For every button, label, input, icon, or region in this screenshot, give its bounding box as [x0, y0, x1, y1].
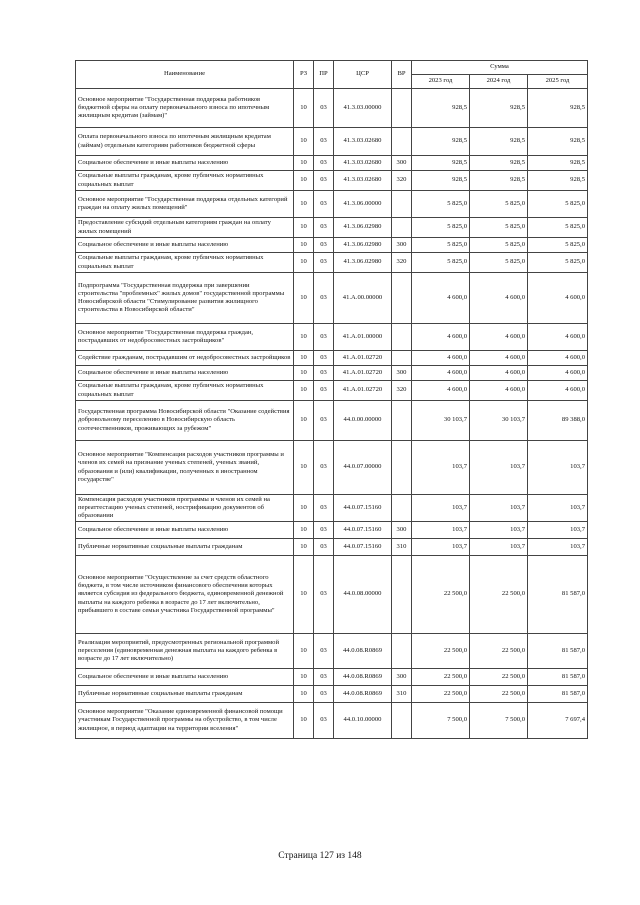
cell-pr: 03	[314, 401, 334, 441]
cell-rz: 10	[294, 495, 314, 522]
cell-rz: 10	[294, 218, 314, 238]
cell-y2023: 103,7	[412, 441, 470, 495]
cell-rz: 10	[294, 171, 314, 191]
cell-y2024: 4 600,0	[470, 273, 528, 324]
cell-pr: 03	[314, 89, 334, 128]
cell-name: Социальные выплаты гражданам, кроме публичных нормативных социальных выплат	[76, 381, 294, 401]
cell-name: Основное мероприятие "Осуществление за счет средств областного бюджета, в том числе источником финансового обеспечения которых является субсидия из федерального бюджета, единовременной денежной выплаты на каждого ребенка в возрасте до 17 лет включительно, прибывшего в составе семьи участника Государственной программы"	[76, 556, 294, 634]
cell-y2024: 928,5	[470, 171, 528, 191]
cell-y2024: 928,5	[470, 89, 528, 128]
cell-name: Компенсация расходов участников программы и членов их семей на переаттестацию ученых степеней, нострификацию документов об образовании	[76, 495, 294, 522]
cell-y2024: 5 825,0	[470, 191, 528, 218]
cell-vr: 310	[392, 539, 412, 556]
table-row	[76, 634, 588, 669]
cell-name: Социальные выплаты гражданам, кроме публичных нормативных социальных выплат	[76, 171, 294, 191]
cell-y2024: 103,7	[470, 495, 528, 522]
cell-y2024: 4 600,0	[470, 366, 528, 381]
cell-csr: 41.А.01.00000	[334, 324, 392, 351]
cell-csr: 44.0.07.15160	[334, 539, 392, 556]
cell-name: Основное мероприятие "Государственная поддержка отдельных категорий граждан на оплату жилых помещений"	[76, 191, 294, 218]
cell-y2024: 4 600,0	[470, 351, 528, 366]
cell-vr	[392, 703, 412, 739]
table-row	[76, 522, 588, 539]
cell-vr	[392, 441, 412, 495]
table-row	[76, 401, 588, 441]
col-header-name: Наименование	[76, 61, 294, 89]
cell-vr: 300	[392, 156, 412, 171]
cell-rz: 10	[294, 89, 314, 128]
cell-rz: 10	[294, 381, 314, 401]
col-header-pr: ПР	[314, 61, 334, 89]
cell-y2023: 103,7	[412, 495, 470, 522]
cell-name: Социальное обеспечение и иные выплаты населению	[76, 669, 294, 686]
col-header-csr: ЦСР	[334, 61, 392, 89]
cell-name: Социальное обеспечение и иные выплаты населению	[76, 238, 294, 253]
cell-y2025: 4 600,0	[528, 381, 588, 401]
cell-csr: 44.0.00.00000	[334, 401, 392, 441]
cell-y2025: 5 825,0	[528, 238, 588, 253]
cell-name: Содействие гражданам, пострадавшим от недобросовестных застройщиков	[76, 351, 294, 366]
cell-y2023: 4 600,0	[412, 381, 470, 401]
cell-vr: 310	[392, 686, 412, 703]
cell-y2024: 30 103,7	[470, 401, 528, 441]
cell-rz: 10	[294, 522, 314, 539]
cell-y2023: 928,5	[412, 171, 470, 191]
cell-y2025: 89 388,0	[528, 401, 588, 441]
cell-vr	[392, 401, 412, 441]
cell-y2024: 7 500,0	[470, 703, 528, 739]
cell-csr: 44.0.08.R0869	[334, 686, 392, 703]
table-row	[76, 495, 588, 522]
cell-y2025: 81 587,0	[528, 686, 588, 703]
cell-y2023: 5 825,0	[412, 253, 470, 273]
cell-y2023: 7 500,0	[412, 703, 470, 739]
cell-y2024: 5 825,0	[470, 253, 528, 273]
col-header-2025: 2025 год	[528, 75, 588, 89]
table-row	[76, 324, 588, 351]
cell-pr: 03	[314, 273, 334, 324]
cell-y2025: 81 587,0	[528, 556, 588, 634]
cell-rz: 10	[294, 556, 314, 634]
cell-y2025: 5 825,0	[528, 253, 588, 273]
cell-y2025: 928,5	[528, 89, 588, 128]
cell-y2023: 4 600,0	[412, 324, 470, 351]
cell-y2025: 928,5	[528, 128, 588, 156]
cell-pr: 03	[314, 171, 334, 191]
table-row	[76, 703, 588, 739]
cell-name: Предоставление субсидий отдельным категориям граждан на оплату жилых помещений	[76, 218, 294, 238]
cell-rz: 10	[294, 539, 314, 556]
cell-pr: 03	[314, 634, 334, 669]
cell-y2024: 22 500,0	[470, 634, 528, 669]
cell-csr: 41.3.03.02680	[334, 128, 392, 156]
cell-vr: 300	[392, 366, 412, 381]
cell-csr: 41.А.01.02720	[334, 366, 392, 381]
cell-vr: 320	[392, 381, 412, 401]
cell-y2023: 5 825,0	[412, 191, 470, 218]
page-footer: Страница 127 из 148	[278, 851, 362, 861]
cell-rz: 10	[294, 703, 314, 739]
cell-rz: 10	[294, 238, 314, 253]
cell-y2023: 22 500,0	[412, 556, 470, 634]
cell-rz: 10	[294, 273, 314, 324]
table-row	[76, 539, 588, 556]
cell-y2023: 103,7	[412, 522, 470, 539]
table-row	[76, 381, 588, 401]
cell-pr: 03	[314, 686, 334, 703]
cell-vr	[392, 556, 412, 634]
cell-pr: 03	[314, 522, 334, 539]
cell-rz: 10	[294, 366, 314, 381]
cell-y2025: 103,7	[528, 495, 588, 522]
cell-csr: 44.0.07.15160	[334, 522, 392, 539]
cell-name: Публичные нормативные социальные выплаты гражданам	[76, 686, 294, 703]
cell-y2025: 103,7	[528, 539, 588, 556]
cell-y2024: 22 500,0	[470, 556, 528, 634]
cell-y2025: 7 697,4	[528, 703, 588, 739]
cell-y2024: 103,7	[470, 441, 528, 495]
cell-name: Основное мероприятие "Государственная поддержка работников бюджетной сферы на оплату первоначального взноса по ипотечным жилищным кредитам (займам)"	[76, 89, 294, 128]
cell-y2023: 103,7	[412, 539, 470, 556]
cell-y2023: 22 500,0	[412, 669, 470, 686]
cell-pr: 03	[314, 156, 334, 171]
cell-csr: 41.3.03.02680	[334, 171, 392, 191]
cell-pr: 03	[314, 703, 334, 739]
cell-vr	[392, 128, 412, 156]
cell-pr: 03	[314, 381, 334, 401]
cell-y2025: 928,5	[528, 171, 588, 191]
cell-vr	[392, 218, 412, 238]
cell-pr: 03	[314, 324, 334, 351]
cell-pr: 03	[314, 253, 334, 273]
table-row	[76, 171, 588, 191]
cell-y2024: 5 825,0	[470, 238, 528, 253]
table-row	[76, 89, 588, 128]
table-body	[76, 89, 588, 739]
cell-csr: 41.3.06.00000	[334, 191, 392, 218]
cell-y2023: 928,5	[412, 89, 470, 128]
cell-y2023: 22 500,0	[412, 686, 470, 703]
cell-y2025: 103,7	[528, 522, 588, 539]
header-row-1	[76, 61, 588, 75]
cell-csr: 41.3.06.02980	[334, 253, 392, 273]
col-header-2023: 2023 год	[412, 75, 470, 89]
cell-name: Основное мероприятие "Оказание единовременной финансовой помощи участникам Государственной программы на обустройство, в том числе жилищное, в период адаптации на территории вселения"	[76, 703, 294, 739]
cell-name: Социальное обеспечение и иные выплаты населению	[76, 366, 294, 381]
cell-name: Социальные выплаты гражданам, кроме публичных нормативных социальных выплат	[76, 253, 294, 273]
table-row	[76, 238, 588, 253]
cell-csr: 44.0.10.00000	[334, 703, 392, 739]
cell-y2025: 928,5	[528, 156, 588, 171]
cell-y2023: 4 600,0	[412, 351, 470, 366]
cell-pr: 03	[314, 191, 334, 218]
cell-name: Оплата первоначального взноса по ипотечным жилищным кредитам (займам) отдельным категориям работников бюджетной сферы	[76, 128, 294, 156]
cell-rz: 10	[294, 253, 314, 273]
cell-name: Социальное обеспечение и иные выплаты населению	[76, 156, 294, 171]
cell-vr: 320	[392, 171, 412, 191]
table-row	[76, 218, 588, 238]
cell-y2024: 22 500,0	[470, 669, 528, 686]
cell-y2024: 4 600,0	[470, 381, 528, 401]
cell-y2023: 30 103,7	[412, 401, 470, 441]
cell-name: Реализация мероприятий, предусмотренных региональной программой переселения (единовременная денежная выплата на каждого ребенка в возрасте до 17 лет включительно)	[76, 634, 294, 669]
table-row	[76, 686, 588, 703]
cell-rz: 10	[294, 401, 314, 441]
cell-pr: 03	[314, 495, 334, 522]
cell-y2023: 928,5	[412, 128, 470, 156]
cell-vr: 300	[392, 669, 412, 686]
table-row	[76, 128, 588, 156]
col-header-vr: ВР	[392, 61, 412, 89]
cell-name: Социальное обеспечение и иные выплаты населению	[76, 522, 294, 539]
cell-vr: 320	[392, 253, 412, 273]
cell-rz: 10	[294, 686, 314, 703]
cell-y2023: 4 600,0	[412, 366, 470, 381]
cell-y2025: 4 600,0	[528, 324, 588, 351]
cell-rz: 10	[294, 156, 314, 171]
cell-vr: 300	[392, 238, 412, 253]
cell-y2025: 103,7	[528, 441, 588, 495]
cell-pr: 03	[314, 351, 334, 366]
cell-csr: 44.0.07.00000	[334, 441, 392, 495]
col-header-rz: РЗ	[294, 61, 314, 89]
col-header-2024: 2024 год	[470, 75, 528, 89]
cell-vr	[392, 495, 412, 522]
cell-vr	[392, 634, 412, 669]
cell-rz: 10	[294, 669, 314, 686]
cell-csr: 41.3.06.02980	[334, 238, 392, 253]
cell-name: Подпрограмма "Государственная поддержка при завершении строительства "проблемных" жилых домов" государственной программы Новосибирской области "Стимулирование развития жилищного строительства в Новосибирской области"	[76, 273, 294, 324]
cell-vr	[392, 351, 412, 366]
cell-name: Государственная программа Новосибирской области "Оказание содействия добровольному переселению в Новосибирскую область соотечественников, проживающих за рубежом"	[76, 401, 294, 441]
cell-csr: 41.3.03.02680	[334, 156, 392, 171]
table-row	[76, 273, 588, 324]
cell-y2025: 4 600,0	[528, 351, 588, 366]
cell-y2023: 4 600,0	[412, 273, 470, 324]
cell-y2024: 928,5	[470, 156, 528, 171]
cell-pr: 03	[314, 238, 334, 253]
cell-y2025: 5 825,0	[528, 191, 588, 218]
cell-y2024: 22 500,0	[470, 686, 528, 703]
cell-pr: 03	[314, 669, 334, 686]
cell-y2024: 4 600,0	[470, 324, 528, 351]
cell-y2025: 81 587,0	[528, 669, 588, 686]
cell-pr: 03	[314, 539, 334, 556]
table-row	[76, 556, 588, 634]
cell-name: Основное мероприятие "Компенсация расходов участников программы и членов их семей на признание ученых степеней, ученых званий, образования и (или) квалификации, полученных в иностранном государстве"	[76, 441, 294, 495]
cell-pr: 03	[314, 556, 334, 634]
table-row	[76, 366, 588, 381]
cell-name: Публичные нормативные социальные выплаты гражданам	[76, 539, 294, 556]
cell-pr: 03	[314, 441, 334, 495]
cell-rz: 10	[294, 441, 314, 495]
table-row	[76, 441, 588, 495]
cell-csr: 44.0.08.R0869	[334, 634, 392, 669]
cell-y2023: 5 825,0	[412, 238, 470, 253]
table-row	[76, 156, 588, 171]
cell-csr: 41.3.03.00000	[334, 89, 392, 128]
table-row	[76, 669, 588, 686]
cell-vr	[392, 273, 412, 324]
cell-csr: 44.0.07.15160	[334, 495, 392, 522]
cell-csr: 41.А.00.00000	[334, 273, 392, 324]
cell-csr: 44.0.08.R0869	[334, 669, 392, 686]
cell-rz: 10	[294, 128, 314, 156]
table-row	[76, 191, 588, 218]
cell-y2025: 5 825,0	[528, 218, 588, 238]
cell-name: Основное мероприятие "Государственная поддержка граждан, пострадавших от недобросовестных застройщиков"	[76, 324, 294, 351]
col-header-sum: Сумма	[412, 61, 588, 75]
cell-csr: 41.3.06.02980	[334, 218, 392, 238]
cell-y2025: 4 600,0	[528, 366, 588, 381]
cell-vr	[392, 89, 412, 128]
cell-y2025: 81 587,0	[528, 634, 588, 669]
cell-rz: 10	[294, 324, 314, 351]
cell-y2024: 928,5	[470, 128, 528, 156]
cell-vr	[392, 191, 412, 218]
cell-y2024: 5 825,0	[470, 218, 528, 238]
cell-rz: 10	[294, 634, 314, 669]
table-row	[76, 351, 588, 366]
cell-csr: 44.0.08.00000	[334, 556, 392, 634]
cell-y2023: 5 825,0	[412, 218, 470, 238]
cell-y2024: 103,7	[470, 522, 528, 539]
cell-y2023: 928,5	[412, 156, 470, 171]
cell-pr: 03	[314, 128, 334, 156]
table-row	[76, 253, 588, 273]
cell-pr: 03	[314, 218, 334, 238]
cell-csr: 41.А.01.02720	[334, 351, 392, 366]
cell-vr: 300	[392, 522, 412, 539]
cell-y2025: 4 600,0	[528, 273, 588, 324]
budget-table	[75, 60, 588, 739]
cell-pr: 03	[314, 366, 334, 381]
cell-rz: 10	[294, 191, 314, 218]
cell-y2024: 103,7	[470, 539, 528, 556]
cell-y2023: 22 500,0	[412, 634, 470, 669]
cell-rz: 10	[294, 351, 314, 366]
cell-csr: 41.А.01.02720	[334, 381, 392, 401]
cell-vr	[392, 324, 412, 351]
